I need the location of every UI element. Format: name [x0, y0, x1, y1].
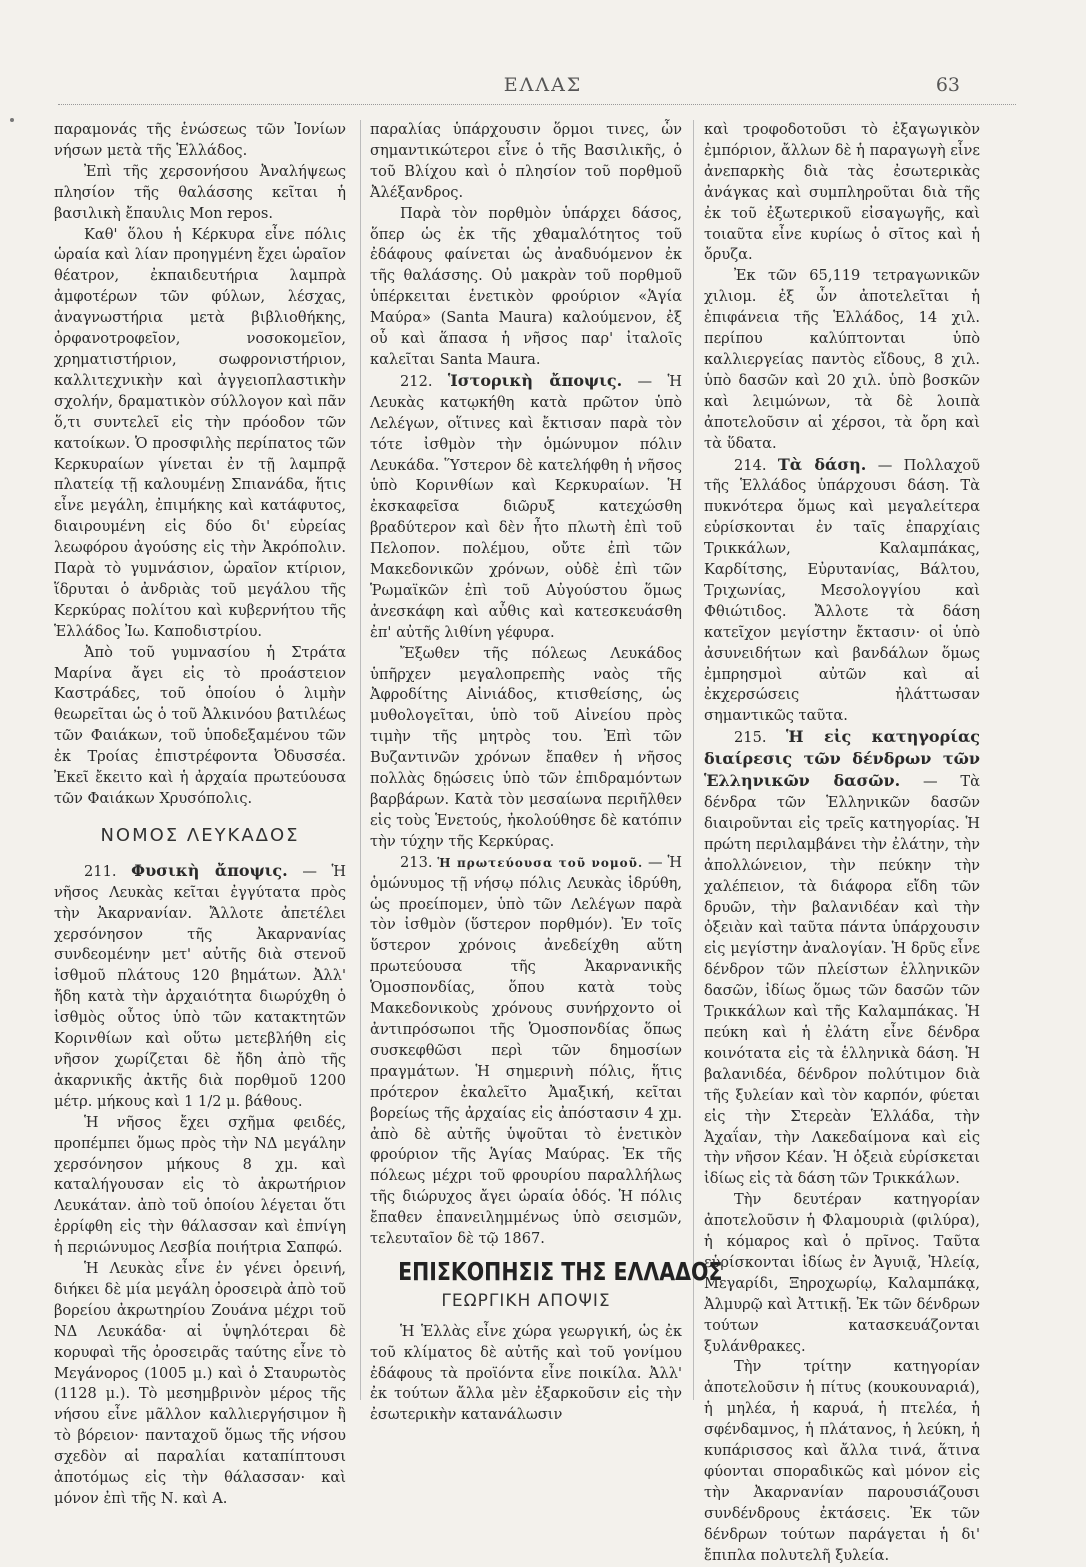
paragraph: παραλίας ὑπάρχουσιν ὅρμοι τινες, ὧν σημαντικώτεροι εἶνε ὁ τῆς Βασιλικῆς, ὁ τοῦ Βλίχου καὶ ὁ πλησίον τοῦ πορθμοῦ Ἀλέξανδρος. — [370, 121, 682, 201]
paragraph: καὶ τροφοδοτοῦσι τὸ ἐξαγωγικὸν ἐμπόριον, ἄλλων δὲ ἡ παραγωγὴ εἶνε ἀνεπαρκὴς διὰ τὰς ἐσωτερικὰς ἀνάγκας καὶ συμπληροῦται διὰ τῆς ἐκ τοῦ ἐξωτερικοῦ εἰσαγωγῆς, καὶ τοιαῦτα εἶνε κυρίως ὁ σῖτος καὶ ἡ ὄρυζα. — [704, 121, 980, 264]
column-divider — [693, 120, 694, 1400]
paragraph: Τὴν τρίτην κατηγορίαν ἀποτελοῦσιν ἡ πίτυς (κουκουναριά), ἡ μηλέα, ἡ καρυά, ἡ πτελέα, ἡ σφένδαμνος, ἡ πλάτανος, ἡ λεύκη, ἡ κυπάρισσος καὶ ἄλλα τινά, ἅτινα φύονται σποραδικῶς καὶ μόνον εἰς τὴν Ἀκαρνανίαν παρουσιάζουσι συνδένδρους ἐκτάσεις. Ἐκ τῶν δένδρων τούτων παράγεται ἡ δι' ἔπιπλα πολυτελῆ ξυλεία. — [704, 1358, 980, 1564]
section-heading-lefkada: ΝΟΜΟΣ ΛΕΥΚΑΔΟΣ — [100, 824, 300, 846]
running-title: ΕΛΛΑΣ — [503, 74, 583, 96]
paragraph: Ἔξωθεν τῆς πόλεως Λευκάδος ὑπῆρχεν μεγαλοπρεπὴς ναὸς τῆς Ἀφροδίτης Αἰνιάδος, κτισθείσης, ὡς μυθολογεῖται, ὑπὸ τοῦ Αἰνείου πρὸς τιμὴν τῆς μητρὸς του. Ἐπὶ τῶν Βυζαντινῶν χρόνων ἔπαθεν ἡ νῆσος πολλὰς δῃώσεις ὑπὸ τῶν ἐπιδραμόντων βαρβάρων. Κατὰ τὸν μεσαίωνα περιῆλθεν εἰς τοὺς Ἑνετούς, ἠκολούθησε δὲ κατόπιν τὴν τύχην τῆς Κερκύρας. — [370, 644, 682, 850]
section-211 — [54, 861, 346, 1113]
column-3 — [704, 120, 980, 1567]
paragraph: Καθ' ὅλου ἡ Κέρκυρα εἶνε πόλις ὡραία καὶ λίαν προηγμένη ἔχει ὡραῖον θέατρον, ἐκπαιδευτήρια λαμπρὰ ἀμφοτέρων τῶν φύλων, λέσχας, ἀναγνωστήρια μετὰ βιβλιοθήκης, ὀρφανοτροφεῖον, νοσοκομεῖον, χρηματιστήριον, σωφρονιστήριον, καλλιτεχνικὴν καὶ ἀγγειοπλαστικὴν σχολήν, δραματικὸν σύλλογον καὶ πᾶν ὅ,τι συντελεῖ εἰς τὴν πρόοδον τῶν κατοίκων. Ὁ προσφιλὴς περίπατος τῶν Κερκυραίων γίνεται ἐν τῇ λαμπρᾷ πλατείᾳ τῇ καλουμένῃ Σπιανάδα, ἥτις εἶνε μεγάλη, ἐπιμήκης καὶ κατάφυτος, διαιρουμένη εἰς δύο δι' εὐρείας λεωφόρου ἀγούσης εἰς τὴν Ἀκρόπολιν. Παρὰ τὸ γυμνάσιον, ὡραῖον κτίριον, ἵδρυται ὁ ἀνδριὰς τοῦ μεγάλου τῆς Κερκύρας πολίτου καὶ κυβερνήτου τῆς Ἑλλάδος Ἰω. Καποδιστρίου. — [54, 225, 346, 640]
section-number: 215. — [734, 729, 767, 747]
paragraph: Ἀπὸ τοῦ γυμνασίου ἡ Στράτα Μαρίνα ἄγει εἰς τὸ προάστειον Καστράδες, τοῦ ὁποίου ὁ λιμὴν θεωρεῖται ὡς ὁ τοῦ Ἀλκινόου βατιλέως τῶν Φαιάκων, τοῦ ὑποδεξαμένου τῶν ἐκ Τροίας ἐπιστρέφοντα Ὀδυσσέα. Ἐκεῖ ἔκειτο καὶ ἡ ἀρχαία πρωτεύουσα τῶν Φαιάκων Χρυσόπολις. — [54, 643, 346, 807]
page-number: 63 — [935, 74, 960, 96]
section-title: Φυσικὴ ἄποψις. — [131, 860, 288, 880]
section-title: Ἡ εἰς κατηγορίας διαίρεσις τῶν δένδρων τῶν Ἑλληνικῶν δασῶν. — [704, 727, 980, 791]
chapter-subheading: ΓΕΩΡΓΙΚΗ ΑΠΟΨΙΣ — [441, 1290, 611, 1311]
section-text: — Ἡ νῆσος Λευκὰς κεῖται ἐγγύτατα πρὸς τὴν Ἀκαρνανίαν. Ἄλλοτε ἀπετέλει χερσόνησον τῆς Ἀκαρνανίας συνδεομένην μετ' αὐτῆς διὰ στενοῦ ἰσθμοῦ πλάτους 120 βημάτων. Ἀλλ' ἤδη κατὰ τὴν ἀρχαιότητα διωρύχθη ὁ ἰσθμὸς οὗτος ὑπὸ τῶν κατακτητῶν Κορινθίων καὶ οὕτω μετεβλήθη εἰς νῆσον χωρίζεται δὲ ἤδη ἀπὸ τῆς ἀκαρνικῆς ἀκτῆς διὰ πορθμοῦ 1200 μέτρ. μήκους καὶ 1 1/2 μ. βάθους. — [54, 862, 347, 1110]
header-rule — [58, 104, 1016, 105]
column-1 — [54, 120, 346, 1510]
section-214 — [704, 455, 980, 728]
paragraph: Τὴν δευτέραν κατηγορίαν ἀποτελοῦσιν ἡ Φλαμουριὰ (φιλύρα), ἡ κόμαρος καὶ ὁ πρῖνος. Ταῦτα εὑρίσκονται ἰδίως ἐν Ἀγυιᾷ, Ἠλείᾳ, Μεγαρίδι, Ξηροχωρίῳ, Καλαμπάκᾳ, Ἀλμυρῷ καὶ Ἀττικῇ. Ἐκ τῶν δένδρων τούτων κατασκευάζονται ξυλάνθρακες. — [704, 1191, 980, 1355]
paragraph: Παρὰ τὸν πορθμὸν ὑπάρχει δάσος, ὅπερ ὡς ἐκ τῆς χθαμαλότητος τοῦ ἐδάφους φαίνεται ὡς ἀναδυόμενον ἐκ τῆς θαλάσσης. Οὐ μακρὰν τοῦ πορθμοῦ ὑπέρκειται ἑνετικὸν φρούριον «Ἁγία Μαύρα» (Santa Maura) καλούμενον, ἐξ οὗ καὶ ἅπασα ἡ νῆσος παρ' ἰταλοῖς καλεῖται Santa Maura. — [370, 204, 682, 368]
paragraph: Ἐπὶ τῆς χερσονήσου Ἀναλήψεως πλησίον τῆς θαλάσσης κεῖται ἡ βασιλικὴ ἔπαυλις Mon repos. — [54, 162, 346, 222]
section-text: — Πολλαχοῦ τῆς Ἑλλάδος ὑπάρχουσι δάση. Τὰ πυκνότερα ὅμως καὶ μεγαλείτερα εὑρίσκονται ἐν ταῖς ἐπαρχίαις Τρικκάλων, Καλαμπάκας, Καρδίτσης, Εὐρυτανίας, Βάλτου, Τριχωνίας, Μεσολογγίου καὶ Φθιώτιδος. Ἄλλοτε τὰ δάση κατεῖχον μεγίστην ἔκτασιν· οἱ ὑπὸ ἀσυνειδήτων καὶ βανδάλων ὅμως ἐμπρησμοὶ αὐτῶν καὶ αἱ ἐκχερσώσεις ἠλάττωσαν σημαντικῶς ταῦτα. — [704, 456, 981, 725]
section-215 — [704, 727, 980, 1190]
column-divider — [360, 120, 361, 1400]
section-number: 214. — [734, 456, 767, 474]
chapter-heading: ΕΠΙΣΚΟΠΗΣΙΣ ΤΗΣ ΕΛΛΑΔΟΣ — [398, 1256, 723, 1286]
paragraph: Ἡ νῆσος ἔχει σχῆμα φειδές, προπέμπει ὅμως πρὸς τὴν ΝΔ μεγάλην χερσόνησον μήκους 8 χμ. καὶ καταλήγουσαν εἰς τὸ ἀκρωτήριον Λευκάταν. ἀπὸ τοῦ ὁποίου λέγεται ὅτι ἐρρίφθη εἰς τὴν θάλασσαν καὶ ἐπνίγη ἡ περιώνυμος Λεσβία ποιήτρια Σαπφώ. — [54, 1113, 346, 1257]
section-text: — Τὰ δένδρα τῶν Ἑλληνικῶν δασῶν διαιροῦνται εἰς τρεῖς κατηγορίας. Ἡ πρώτη περιλαμβάνει τὴν ἐλάτην, τὴν ἀπολλώνειον, τὴν πεύκην τὴν χαλέπειον, τὰ διάφορα εἴδη τῶν δρυῶν, τὴν βαλανιδέαν καὶ τὴν ὀξειὰν καὶ ταῦτα πάντα ὑπάρχουσιν εἰς μεγίστην ἀναλογίαν. Ἡ δρῦς εἶνε δένδρον τῶν πλείστων ἑλληνικῶν δασῶν, ἰδίως ὅμως τῶν δασῶν τῶν Τρικκάλων καὶ τῆς Καλαμπάκας. Ἡ πεύκη καὶ ἡ ἐλάτη εἶνε δένδρα κοινότατα εἰς τὰ ἑλληνικὰ δάση. Ἡ βαλανιδέα, δένδρον πολύτιμον διὰ τῆς ξυλείαν καὶ τὸν καρπόν, φύεται εἰς τὴν Στερεὰν Ἑλλάδα, τὴν Ἀχαΐαν, τὴν Λακεδαίμονα καὶ εἰς τὴν νῆσον Κέαν. Ἡ ὀξειὰ εὑρίσκεται ἰδίως εἰς τὰ δάση τῶν Τρικκάλων. — [704, 773, 980, 1188]
paragraph: παραμονάς τῆς ἑνώσεως τῶν Ἰονίων νήσων μετὰ τῆς Ἑλλάδος. — [54, 121, 346, 159]
section-title: Ἡ πρωτεύουσα τοῦ νομοῦ. — [437, 855, 644, 870]
margin-mark — [10, 118, 14, 122]
paragraph: Ἐκ τῶν 65,119 τετραγωνικῶν χιλιομ. ἐξ ὧν ἀποτελεῖται ἡ ἐπιφάνεια τῆς Ἑλλάδος, 14 χιλ. περίπου καλύπτονται ὑπὸ καλλιεργείας παντὸς εἴδους, 8 χιλ. ὑπὸ δασῶν καὶ 20 χιλ. ὑπὸ βοσκῶν καὶ λειμώνων, τὰ δὲ λοιπὰ ἀποτελοῦσιν αἱ χέρσοι, τὰ ὄρη καὶ τὰ ὕδατα. — [704, 267, 980, 452]
section-213 — [370, 853, 682, 1250]
paragraph: Ἡ Λευκὰς εἶνε ἐν γένει ὀρεινή, διήκει δὲ μία μεγάλη ὀροσειρὰ ἀπὸ τοῦ βορείου ἀκρωτηρίου Ζουάνα μέχρι τοῦ ΝΔ Λευκάδα· αἱ ὑψηλότεραι δὲ κορυφαὶ τῆς ὀροσειρᾶς ταύτης εἶνε τὸ Μεγάνορος (1005 μ.) καὶ ὁ Σταυρωτὸς (1128 μ.). Τὸ μεσημβρινὸν μέρος τῆς νήσου εἶνε μᾶλλον καλλιεργήσιμον ἢ τὸ βόρειον· πανταχοῦ ὅμως τῆς νήσου σχεδὸν αἱ παραλίαι καταπίπτουσι ἀποτόμως εἰς τὴν θάλασσαν· καὶ μόνον ἐπὶ τῆς Ν. καὶ Α. — [54, 1260, 346, 1507]
section-212 — [370, 371, 682, 644]
section-title: Τὰ δάση. — [777, 454, 867, 474]
section-title: Ἱστορικὴ ἄποψις. — [447, 370, 623, 390]
paragraph: Ἡ Ἑλλὰς εἶνε χώρα γεωργική, ὡς ἐκ τοῦ κλίματος δὲ αὐτῆς καὶ τοῦ γονίμου ἐδάφους τὰ προϊόντα εἶνε ποικίλα. Ἀλλ' ἐκ τούτων ἄλλα μὲν ἐξαρκοῦσιν εἰς τὴν ἐσωτερικὴν κατανάλωσιν — [370, 1322, 682, 1424]
section-text: — Ἡ ὁμώνυμος τῇ νήσῳ πόλις Λευκὰς ἱδρύθη, ὡς προείπομεν, ὑπὸ τῶν Λελέγων παρὰ τὸν ἰσθμὸν (ὕστερον πορθμόν). Ἐν τοῖς ὕστερον χρόνοις ἀνεδείχθη αὕτη πρωτεύουσα τῆς Ἀκαρνανικῆς Ὁμοσπονδίας, ὅπου κατὰ τοὺς Μακεδονικοὺς χρόνους συνήρχοντο οἱ ἀντιπρόσωποι τῆς Ὁμοσπονδίας ὅπως συσκεφθῶσι περὶ τῶν δημοσίων πραγμάτων. Ἡ σημερινὴ πόλις, ἥτις πρότερον ἐκαλεῖτο Ἀμαξική, κεῖται βορείως τῆς ἀρχαίας εἰς ἀπόστασιν 4 χμ. ἀπὸ δὲ αὐτῆς ὑψοῦται τὸ ἑνετικὸν φρούριον τῆς Ἁγίας Μαύρας. Ἐκ τῆς πόλεως μέχρι τοῦ φρουρίου παραλλήλως τῆς διώρυχος ἄγει ὡραία ὁδός. Ἡ πόλις ἔπαθεν ἐπανειλημμένως ὑπὸ σεισμῶν, τελευταῖον δὲ τῷ 1867. — [370, 853, 682, 1248]
section-number: 213. — [400, 853, 433, 871]
page-header — [30, 74, 1056, 104]
section-text: — Ἡ Λευκὰς κατῳκήθη κατὰ πρῶτον ὑπὸ Λελέγων, οἵτινες καὶ ἔκτισαν παρὰ τὸν τότε ἰσθμὸν τὴν ὁμώνυμον πόλιν Λευκάδα. Ὕστερον δὲ κατελήφθη ἡ νῆσος ὑπὸ Κορινθίων καὶ Κερκυραίων. Ἡ ἐκσκαφεῖσα διῶρυξ κατεχώσθη βραδύτερον καὶ δὲν ἦτο πλωτὴ ἐπὶ τοῦ Πελοπον. πολέμου, οὔτε ἐπὶ τῶν Μακεδονικῶν χρόνων, οὐδὲ ἐπὶ τῶν Ῥωμαϊκῶν ἐπὶ τοῦ Αὐγούστου ὅμως ἀνεσκάφη καὶ αὖθις καὶ κατεσκευάσθη ἐπ' αὐτῆς λιθίνη γέφυρα. — [370, 372, 682, 641]
section-number: 211. — [84, 862, 117, 880]
column-2 — [370, 120, 723, 1426]
section-number: 212. — [400, 372, 433, 390]
